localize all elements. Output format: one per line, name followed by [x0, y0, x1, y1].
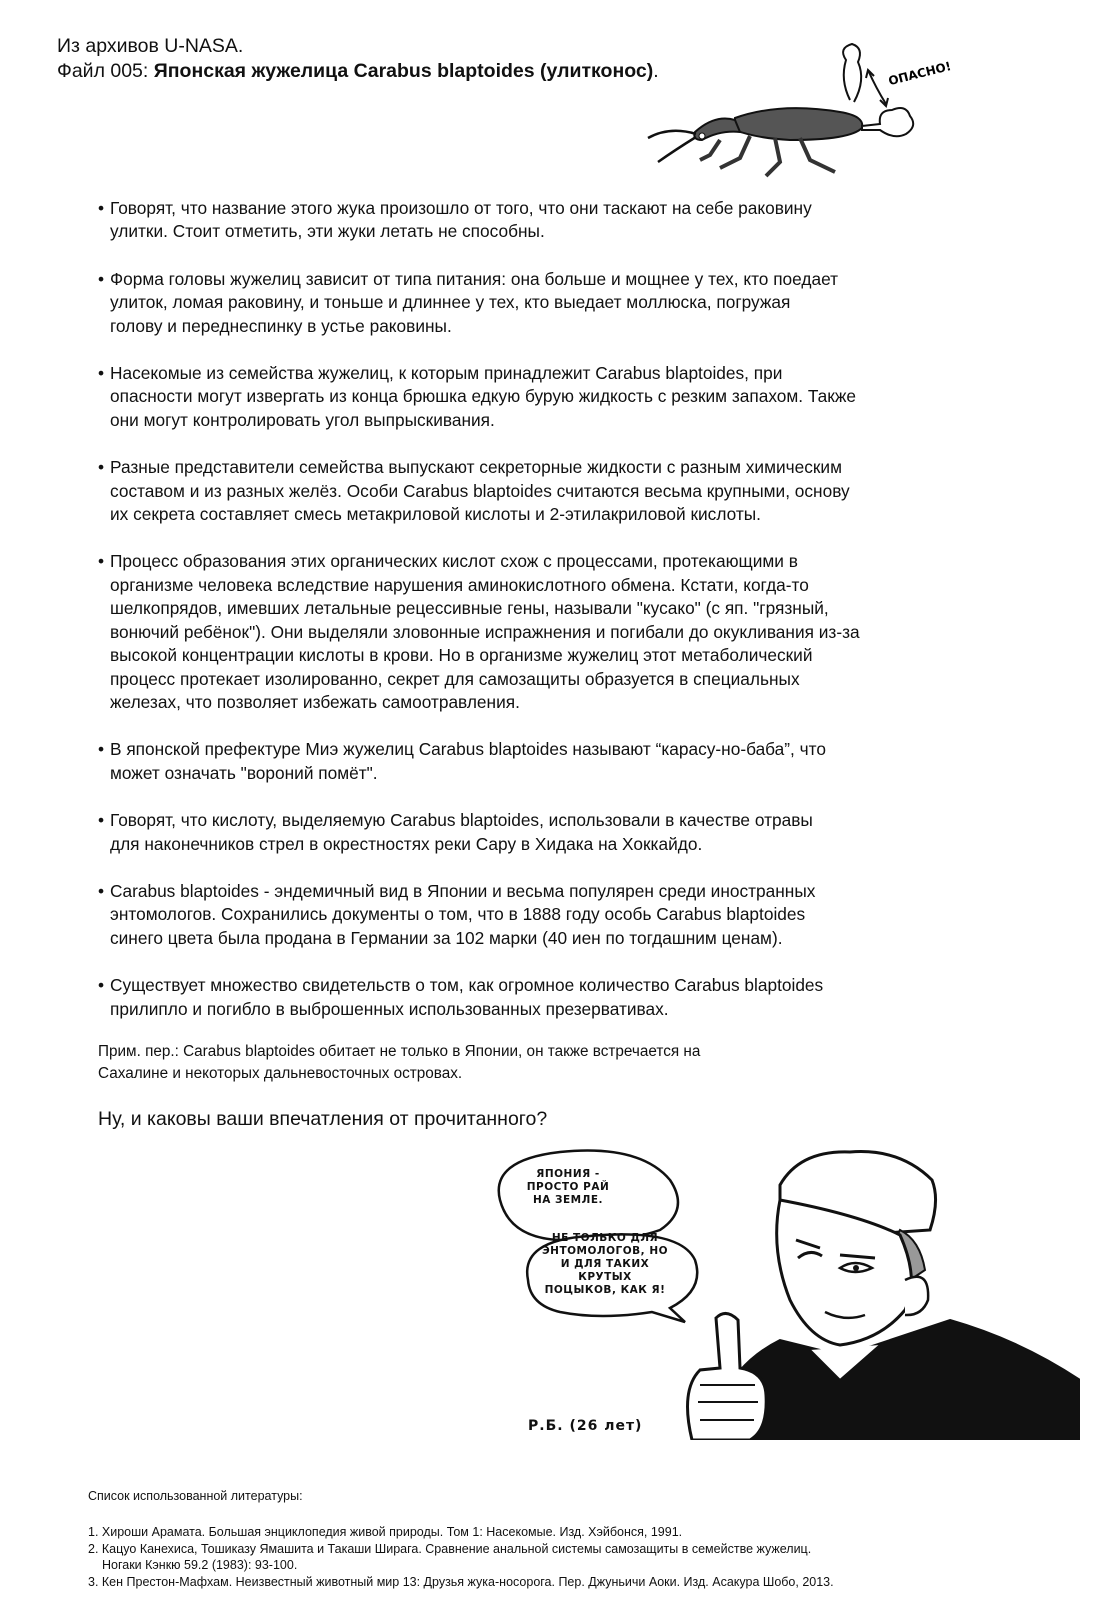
bullet: •: [98, 457, 105, 478]
fact-item: [98, 550, 998, 714]
bullet: •: [98, 975, 105, 996]
speech-bubble-1-text: ЯПОНИЯ - ПРОСТО РАЙ НА ЗЕМЛЕ.: [526, 1168, 610, 1206]
danger-label: ОПАСНО!: [886, 59, 953, 89]
fact-item: [98, 738, 998, 785]
bullet: •: [98, 363, 105, 384]
translator-note: Прим. пер.: Carabus blaptoides обитает не только в Японии, он также встречается на Сахалине и некоторых дальневосточных островах.: [98, 1043, 701, 1082]
winking-man-thumbs-up-icon: [688, 1152, 1081, 1440]
beetle-spraying-icon: [640, 40, 970, 180]
bullet: •: [98, 551, 105, 572]
spray-cloud: [862, 108, 913, 136]
fact-item: [98, 880, 998, 950]
reference-item: 2. Кацуо Канехиса, Тошиказу Ямашита и Такаши Ширага. Сравнение анальной системы самозащиты в семействе жужелиц. Ногаки Кэнкю 59.2 (1983): 93-100.: [88, 1542, 812, 1572]
bullet: •: [98, 739, 105, 760]
fact-text: Процесс образования этих органических кислот схож с процессами, протекающими в организме человека вследствие нарушения аминокислотного обмена. Кстати, когда-то шелкопрядов, имевших летальные рецессивные гены, называли "кусако" (с яп. "грязный, вонючий ребёнок"). Они выделяли зловонные испражнения и погибали до окукливания из-за высокой концентрации кислоты в крови. Но в организме жужелиц этот метаболический процесс протекает изолированно, секрет для самозащиты образуется в специальных железах, что позволяет избежать самоотравления.: [110, 551, 860, 712]
speech-bubble-2-text: НЕ ТОЛЬКО ДЛЯ ЭНТОМОЛОГОВ, НО И ДЛЯ ТАКИХ КРУТЫХ ПОЦЫКОВ, КАК Я!: [541, 1232, 669, 1296]
references-title: Список использованной литературы:: [88, 1489, 303, 1503]
fact-item: [98, 197, 998, 244]
fact-text: Говорят, что кислоту, выделяемую Carabus blaptoides, использовали в качестве отравы для наконечников стрел в окрестностях реки Сару в Хидака на Хоккайдо.: [110, 810, 813, 854]
file-title: Японская жужелица Carabus blaptoides (улитконос): [153, 60, 654, 82]
fact-item: [98, 362, 998, 432]
page-header: [57, 34, 659, 84]
fact-item: [98, 268, 998, 338]
fact-text: Говорят, что название этого жука произошло от того, что они таскают на себе раковину улитки. Стоит отметить, эти жуки летать не способны.: [110, 198, 812, 242]
reference-item: 3. Кен Престон-Мафхам. Неизвестный животный мир 13: Друзья жука-носорога. Пер. Джуньичи Аоки. Изд. Асакура Шобо, 2013.: [88, 1575, 834, 1589]
spray-plume: [843, 44, 861, 102]
fact-text: Насекомые из семейства жужелиц, к которым принадлежит Carabus blaptoides, при опасности могут извергать из конца брюшка едкую бурую жидкость с резким запахом. Также они могут контролировать угол выпрыскивания.: [110, 363, 857, 430]
fact-text: Carabus blaptoides - эндемичный вид в Японии и весьма популярен среди иностранных энтомологов. Сохранились документы о том, что в 1888 году особь Carabus blaptoides синего цвета была продана в Германии за 102 марки (40 иен по тогдашним ценам).: [110, 880, 816, 948]
facts-list: [98, 197, 998, 1045]
file-prefix: Файл 005:: [57, 60, 154, 82]
fact-text: В японской префектуре Миэ жужелиц Carabus blaptoides называют “карасу-но-баба”, что может означать "вороний помёт".: [110, 739, 826, 783]
references-list: [88, 1524, 834, 1591]
fact-item: [98, 456, 998, 526]
bullet: •: [98, 268, 105, 289]
fact-item: [98, 974, 998, 1021]
reference-item: 1. Хироши Арамата. Большая энциклопедия живой природы. Том 1: Насекомые. Изд. Хэйбонся, 1991.: [88, 1525, 683, 1539]
closing-question: Ну, и каковы ваши впечатления от прочитанного?: [98, 1108, 548, 1130]
beetle-body: [735, 108, 862, 140]
fact-text: Существует множество свидетельств о том, как огромное количество Carabus blaptoides прилипло и погибло в выброшенных использованных презервативах.: [110, 975, 824, 1019]
file-title-line: [57, 59, 659, 84]
bullet: •: [98, 810, 105, 831]
fact-item: [98, 809, 998, 856]
archive-label: Из архивов U-NASA.: [57, 35, 244, 57]
file-suffix: .: [653, 60, 659, 82]
character-caption: Р.Б. (26 лет): [528, 1418, 643, 1434]
bullet: •: [98, 880, 105, 901]
fact-text: Разные представители семейства выпускают секреторные жидкости с разным химическим составом и из разных желёз. Особи Carabus blaptoides считаются весьма крупными, основу их секрета составляет смесь метакриловой кислоты и 2-этилакриловой кислоты.: [110, 457, 850, 525]
bullet: •: [98, 198, 105, 218]
fact-text: Форма головы жужелиц зависит от типа питания: она больше и мощнее у тех, кто поедает улиток, ломая раковину, и тоньше и длиннее у тех, кто выедает моллюска, погружая голову и переднеспинку в устье раковины.: [110, 268, 839, 336]
